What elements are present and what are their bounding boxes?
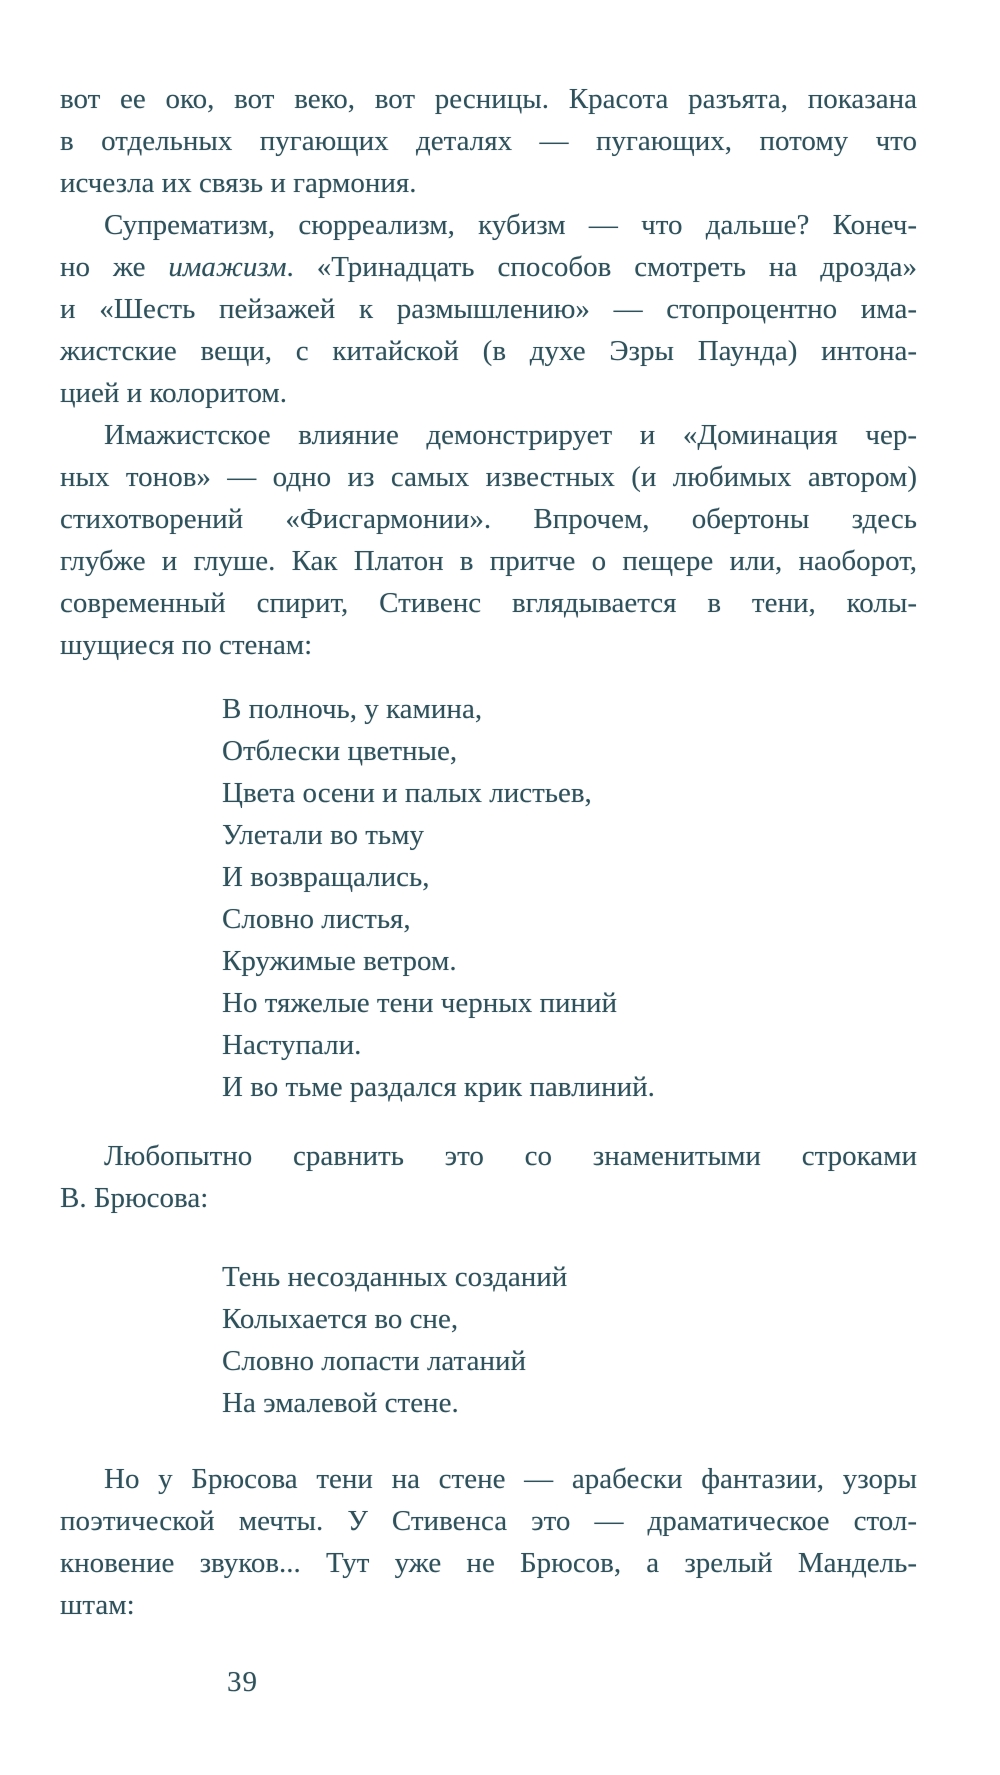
text-line: стихотворений «Фисгармонии». Впрочем, обертоны здесь — [60, 503, 917, 535]
text-line: шущиеся по стенам: — [60, 629, 313, 661]
text-line: Любопытно сравнить это со знаменитыми строками — [104, 1140, 917, 1172]
text-line: ных тонов» — одно из самых известных (и любимых автором) — [60, 461, 917, 493]
text-line: в отдельных пугающих деталях — пугающих, потому что — [60, 125, 917, 157]
paragraph — [60, 204, 917, 414]
poem-line: Наступали. — [222, 1029, 362, 1061]
text-line: Но у Брюсова тени на стене — арабески фантазии, узоры — [104, 1463, 917, 1495]
text-line: штам: — [60, 1589, 135, 1621]
text-segment: . «Тринадцать способов смотреть на дрозда» — [286, 251, 918, 283]
poem-line: Кружимые ветром. — [222, 945, 457, 977]
poem-line: И во тьме раздался крик павлиний. — [222, 1071, 655, 1103]
poem-quote — [222, 1256, 917, 1424]
text-line — [60, 246, 917, 288]
text-line: и «Шесть пейзажей к размышлению» — стопроцентно има- — [60, 293, 917, 325]
poem-line: Колыхается во сне, — [222, 1303, 459, 1335]
page-number: 39 — [227, 1666, 258, 1698]
paragraph — [60, 414, 917, 666]
poem-line: Тень несозданных созданий — [222, 1261, 568, 1293]
text-line: кновение звуков... Тут уже не Брюсов, а зрелый Мандель- — [60, 1547, 917, 1579]
italic-term: имажизм — [168, 251, 287, 283]
poem-line: На эмалевой стене. — [222, 1387, 459, 1419]
paragraph — [60, 1458, 917, 1626]
poem-quote — [222, 688, 917, 1108]
text-line: В. Брюсова: — [60, 1182, 209, 1214]
poem-line: И возвращались, — [222, 861, 430, 893]
poem-line: Словно листья, — [222, 903, 411, 935]
text-line: вот ее око, вот веко, вот ресницы. Красота разъята, показана — [60, 83, 917, 115]
poem-line: Словно лопасти латаний — [222, 1345, 527, 1377]
book-page — [60, 78, 917, 1703]
poem-line: Улетали во тьму — [222, 819, 424, 851]
text-line: Супрематизм, сюрреализм, кубизм — что дальше? Конеч- — [104, 209, 917, 241]
poem-line: Но тяжелые тени черных пиний — [222, 987, 618, 1019]
text-line: цией и колоритом. — [60, 377, 288, 409]
text-line: глубже и глуше. Как Платон в притче о пещере или, наоборот, — [60, 545, 917, 577]
text-line: жистские вещи, с китайской (в духе Эзры Паунда) интона- — [60, 335, 917, 367]
text-line: современный спирит, Стивенс вглядывается в тени, колы- — [60, 587, 917, 619]
text-line: Имажистское влияние демонстрирует и «Доминация чер- — [104, 419, 917, 451]
text-line: поэтической мечты. У Стивенса это — драматическое стол- — [60, 1505, 917, 1537]
poem-line: Отблески цветные, — [222, 735, 458, 767]
paragraph — [60, 78, 917, 204]
poem-line: Цвета осени и палых листьев, — [222, 777, 592, 809]
poem-line: В полночь, у камина, — [222, 693, 483, 725]
paragraph — [60, 1135, 917, 1219]
text-segment: но же — [60, 251, 169, 283]
text-line: исчезла их связь и гармония. — [60, 167, 417, 199]
